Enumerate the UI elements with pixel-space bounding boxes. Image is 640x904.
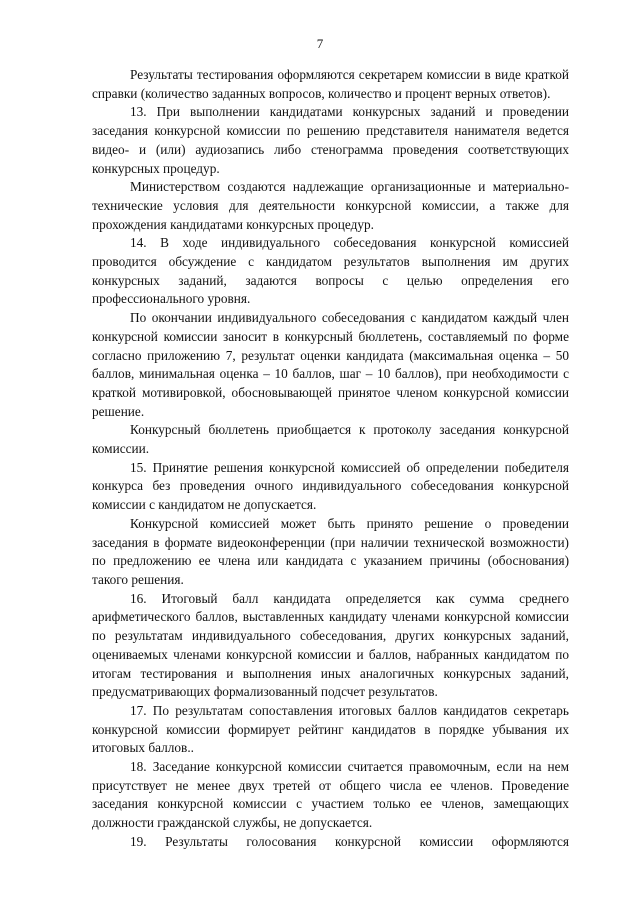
paragraph-test-results: Результаты тестирования оформляются секретарем комиссии в виде краткой справки (количество заданных вопросов, количество и процент верных ответов).	[92, 67, 569, 101]
paragraph-16: 16. Итоговый балл кандидата определяется как сумма среднего арифметического баллов, выставленных кандидату членами конкурсной комиссии по результатам индивидуального собеседования, других конкурсных заданий, оцениваемых членами конкурсной комиссии и баллов, набранных кандидатом по итогам тестирования и выполнения иных аналогичных конкурсных заданий, предусматривающих формализованный подсчет результатов.	[92, 590, 569, 700]
paragraph-videoconference: Конкурсной комиссией может быть принято решение о проведении заседания в формате видеоконференции (при наличии технической возможности) по предложению ее члена или кандидата с указанием причины (обоснования) такого решения.	[92, 515, 569, 587]
page-number: 7	[316, 36, 324, 51]
paragraph-13: 13. При выполнении кандидатами конкурсных заданий и проведении заседания конкурсной комиссии по решению представителя нанимателя ведется видео- и (или) аудиозапись либо стенограмма проведения соответствующих конкурсных процедур.	[92, 104, 569, 176]
paragraph-14: 14. В ходе индивидуального собеседования конкурсной комиссией проводится обсуждение с кандидатом результатов выполнения им других конкурсных заданий, задаются вопросы с целью определения его профессионального уровня.	[92, 235, 569, 307]
document-body	[92, 66, 569, 852]
paragraph-ballot: По окончании индивидуального собеседования с кандидатом каждый член конкурсной комиссии заносит в конкурсный бюллетень, составляемый по форме согласно приложению 7, результат оценки кандидата (максимальная оценка – 50 баллов, минимальная оценка – 10 баллов, шаг – 10 баллов), при необходимости с краткой мотивировкой, обосновывающей принятое членом конкурсной комиссии решение.	[92, 310, 569, 419]
paragraph-ministry-conditions: Министерством создаются надлежащие организационные и материально-технические условия для деятельности конкурсной комиссии, а также для прохождения кандидатами конкурсных процедур.	[92, 179, 569, 232]
paragraph-15: 15. Принятие решения конкурсной комиссией об определении победителя конкурса без проведения очного индивидуального собеседования конкурсной комиссии с кандидатом не допускается.	[92, 459, 569, 513]
paragraph-18: 18. Заседание конкурсной комиссии считается правомочным, если на нем присутствует не менее двух третей от общего числа ее членов. Проведение заседания конкурсной комиссии с участием только ее членов, замещающих должности гражданской службы, не допускается.	[92, 759, 569, 831]
paragraph-17: 17. По результатам сопоставления итоговых баллов кандидатов секретарь конкурсной комиссии формирует рейтинг кандидатов в порядке убывания их итоговых баллов..	[92, 702, 569, 756]
paragraph-19: 19. Результаты голосования конкурсной комиссии оформляются	[130, 833, 569, 849]
paragraph-ballot-attached: Конкурсный бюллетень приобщается к протоколу заседания конкурсной комиссии.	[92, 422, 569, 457]
